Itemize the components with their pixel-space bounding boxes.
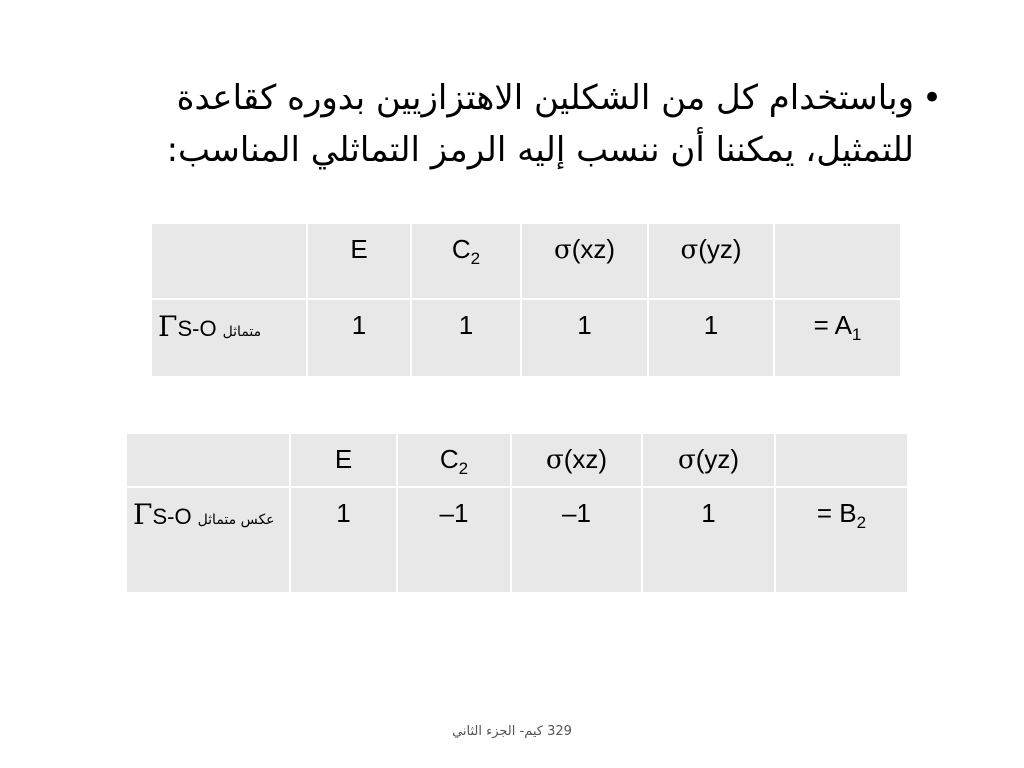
sigma-symbol: σ	[545, 445, 564, 475]
sigma-xz-label: (xz)	[571, 234, 616, 264]
sigma-yz-label: (yz)	[698, 234, 742, 264]
header-c-sub: 2	[458, 459, 469, 479]
sigma-symbol: σ	[553, 235, 572, 265]
result-text: = B	[816, 498, 857, 528]
sigma-symbol: σ	[677, 445, 696, 475]
result-cell	[774, 299, 901, 377]
header-sigma-yz	[642, 433, 775, 487]
result-cell	[775, 487, 908, 593]
page-footer: 329 كيم- الجزء الثاني	[452, 724, 572, 739]
value-cell: 1	[411, 299, 521, 377]
header-c2	[397, 433, 511, 487]
sigma-yz-label: (yz)	[695, 444, 740, 474]
header-empty-cell	[126, 433, 290, 487]
header-empty-cell	[151, 223, 307, 299]
header-empty-result	[774, 223, 901, 299]
row-label	[126, 487, 290, 593]
gamma-symbol: Γ	[158, 310, 178, 343]
bullet-paragraph	[150, 72, 950, 176]
value-cell: 1	[642, 487, 775, 593]
gamma-subscript: S-O	[152, 504, 192, 529]
header-sigma-xz	[521, 223, 648, 299]
header-sigma-xz	[511, 433, 642, 487]
header-empty-result	[775, 433, 908, 487]
gamma-subscript: S-O	[177, 316, 217, 341]
value-cell: 1	[307, 299, 411, 377]
row-label	[151, 299, 307, 377]
gamma-symbol: Γ	[133, 498, 153, 531]
result-text: = A	[813, 310, 852, 340]
header-c: C	[439, 444, 459, 474]
table-row	[126, 487, 908, 593]
table-header-row	[151, 223, 901, 299]
header-c: C	[451, 234, 471, 264]
bullet-line-2: للتمثيل، يمكننا أن ننسب إليه الرمز التماثلي المناسب:	[166, 130, 914, 170]
header-sigma-yz	[648, 223, 774, 299]
result-subscript: 2	[856, 513, 867, 533]
header-e: E	[290, 433, 397, 487]
value-cell: 1	[521, 299, 648, 377]
result-subscript: 1	[851, 325, 862, 345]
character-table-2	[125, 432, 909, 594]
character-table-1	[150, 222, 902, 378]
table-header-row	[126, 433, 908, 487]
header-c-sub: 2	[470, 249, 481, 269]
sigma-xz-label: (xz)	[563, 444, 608, 474]
bullet-dot: •	[921, 78, 943, 118]
table-row	[151, 299, 901, 377]
bullet-line-1	[150, 72, 950, 124]
arabic-label: متماثل	[222, 324, 262, 340]
bullet-text-line-1: وباستخدام كل من الشكلين الاهتزازيين بدوره كقاعدة	[176, 78, 914, 118]
value-cell: 1	[290, 487, 397, 593]
header-c2	[411, 223, 521, 299]
value-cell: –1	[397, 487, 511, 593]
value-cell: 1	[648, 299, 774, 377]
value-cell: –1	[511, 487, 642, 593]
header-e: E	[307, 223, 411, 299]
arabic-label: عكس متماثل	[197, 512, 275, 528]
sigma-symbol: σ	[680, 235, 699, 265]
